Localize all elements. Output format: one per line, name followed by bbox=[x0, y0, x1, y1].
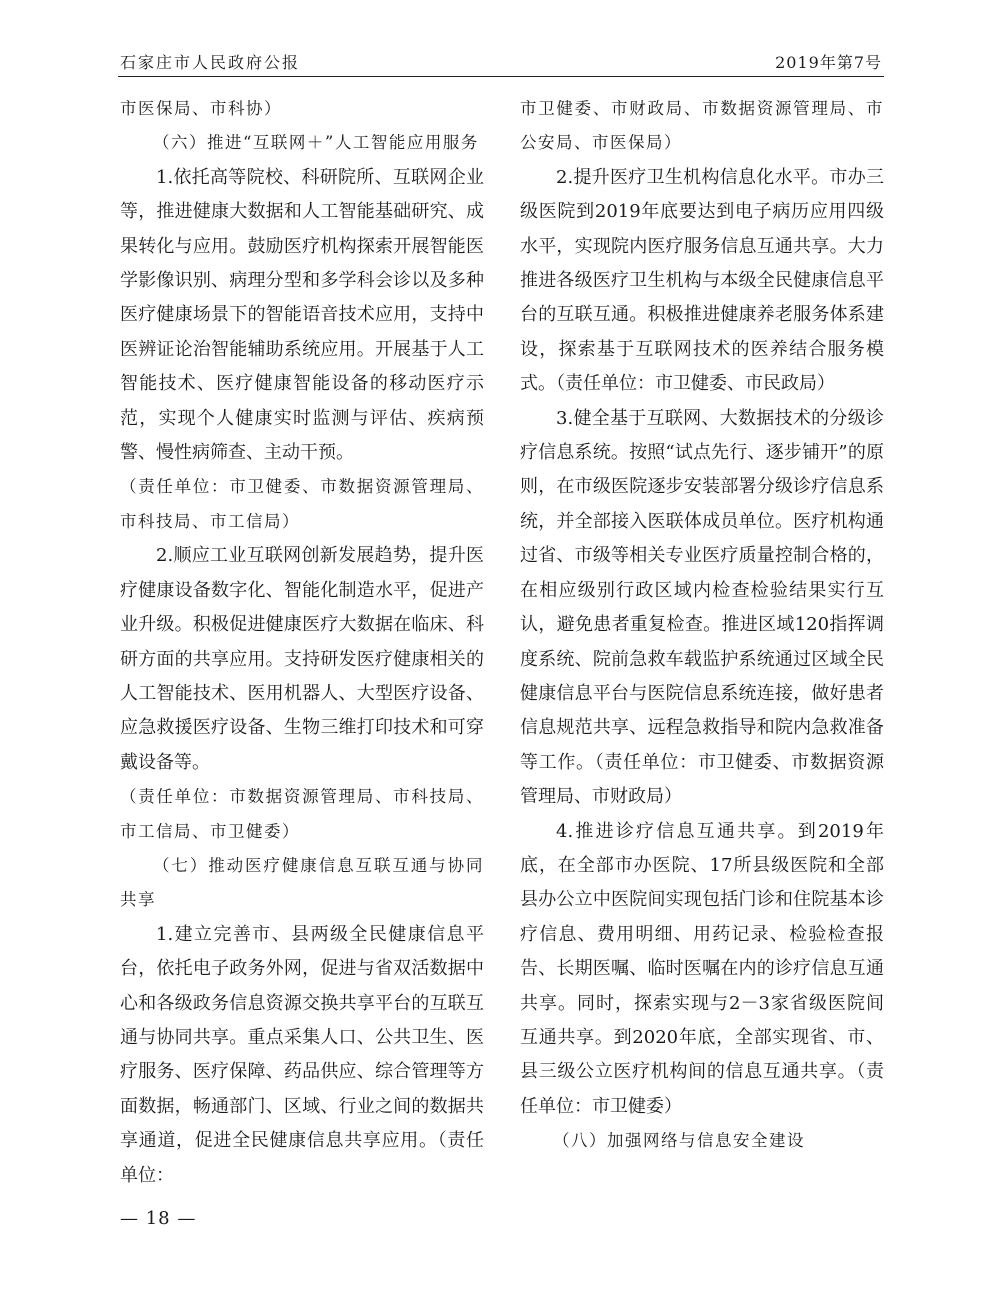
section-heading: （八）加强网络与信息安全建设 bbox=[553, 1131, 805, 1151]
page-number: — 18 — bbox=[120, 1208, 197, 1229]
responsibility-note: 市卫健委、市财政局、市数据资源管理局、市公安局、市医保局） bbox=[520, 99, 884, 153]
section-heading: （七）推动医疗健康信息互联互通与协同共享 bbox=[120, 855, 484, 910]
paragraph: 4.推进诊疗信息互通共享。到2019年底，在全部市办医院、17所县级医院和全部县办公立中医院间实现包括门诊和住院基本诊疗信息、费用明细、用药记录、检验检查报告、长期医嘱、临时医嘱在内的诊疗信息互通共享。同时，探索实现与2－3家省级医院间互通共享。到2020年底，全部实现省、市、县三级公立医疗机构间的信息互通共享。（责任单位：市卫健委） bbox=[520, 820, 884, 1117]
issue-number: 2019年第7号 bbox=[775, 53, 882, 72]
paragraph: 2.顺应工业互联网创新发展趋势，提升医疗健康设备数字化、智能化制造水平，促进产业升级。积极促进健康医疗大数据在临床、科研方面的共享应用。支持研发医疗健康相关的人工智能技术、医用机器人、大型医疗设备、应急救援医疗设备、生物三维打印技术和可穿戴设备等。 bbox=[120, 545, 484, 773]
paragraph: 市医保局、市科协） bbox=[120, 99, 282, 118]
paragraph: 1.依托高等院校、科研院所、互联网企业等，推进健康大数据和人工智能基础研究、成果转化与应用。鼓励医疗机构探索开展智能医学影像识别、病理分型和多学科会诊以及多种医疗健康场景下的智能语音技术应用，支持中医辨证论治智能辅助系统应用。开展基于人工智能技术、医疗健康智能设备的移动医疗示范，实现个人健康实时监测与评估、疾病预警、慢性病筛查、主动干预。 bbox=[120, 166, 484, 464]
publication-title: 石家庄市人民政府公报 bbox=[120, 53, 301, 72]
page-header bbox=[120, 50, 882, 74]
section-heading: （六）推进“互联网＋”人工智能应用服务 bbox=[153, 133, 479, 153]
header-rule bbox=[118, 76, 884, 77]
right-column bbox=[520, 92, 884, 1159]
paragraph: 3.健全基于互联网、大数据技术的分级诊疗信息系统。按照“试点先行、逐步铺开”的原则，在市级医院逐步安装部署分级诊疗信息系统，并全部接入医联体成员单位。医疗机构通过省、市级等相关专业医疗质量控制合格的，在相应级别行政区域内检查检验结果实行互认，避免患者重复检查。推进区域120指挥调度系统、院前急救车载监护系统通过区域全民健康信息平台与医院信息系统连接，做好患者信息规范共享、远程急救指导和院内急救准备等工作。（责任单位：市卫健委、市数据资源管理局、市财政局） bbox=[520, 407, 884, 808]
paragraph: 2.提升医疗卫生机构信息化水平。市办三级医院到2019年底要达到电子病历应用四级水平，实现院内医疗服务信息互通共享。大力推进各级医疗卫生机构与本级全民健康信息平台的互联互通。积极推进健康养老服务体系建设，探索基于互联网技术的医养结合服务模式。（责任单位：市卫健委、市民政局） bbox=[520, 166, 884, 395]
responsibility-note: （责任单位：市卫健委、市数据资源管理局、市科技局、市工信局） bbox=[120, 477, 484, 531]
left-column bbox=[120, 92, 484, 1193]
responsibility-note: （责任单位：市数据资源管理局、市科技局、市工信局、市卫健委） bbox=[120, 787, 484, 841]
paragraph: 1.建立完善市、县两级全民健康信息平台，依托电子政务外网，促进与省双活数据中心和各级政务信息资源交换共享平台的互联互通与协同共享。重点采集人口、公共卫生、医疗服务、医疗保障、药品供应、综合管理等方面数据，畅通部门、区域、行业之间的数据共享通道，促进全民健康信息共享应用。（责任单位： bbox=[120, 923, 484, 1186]
